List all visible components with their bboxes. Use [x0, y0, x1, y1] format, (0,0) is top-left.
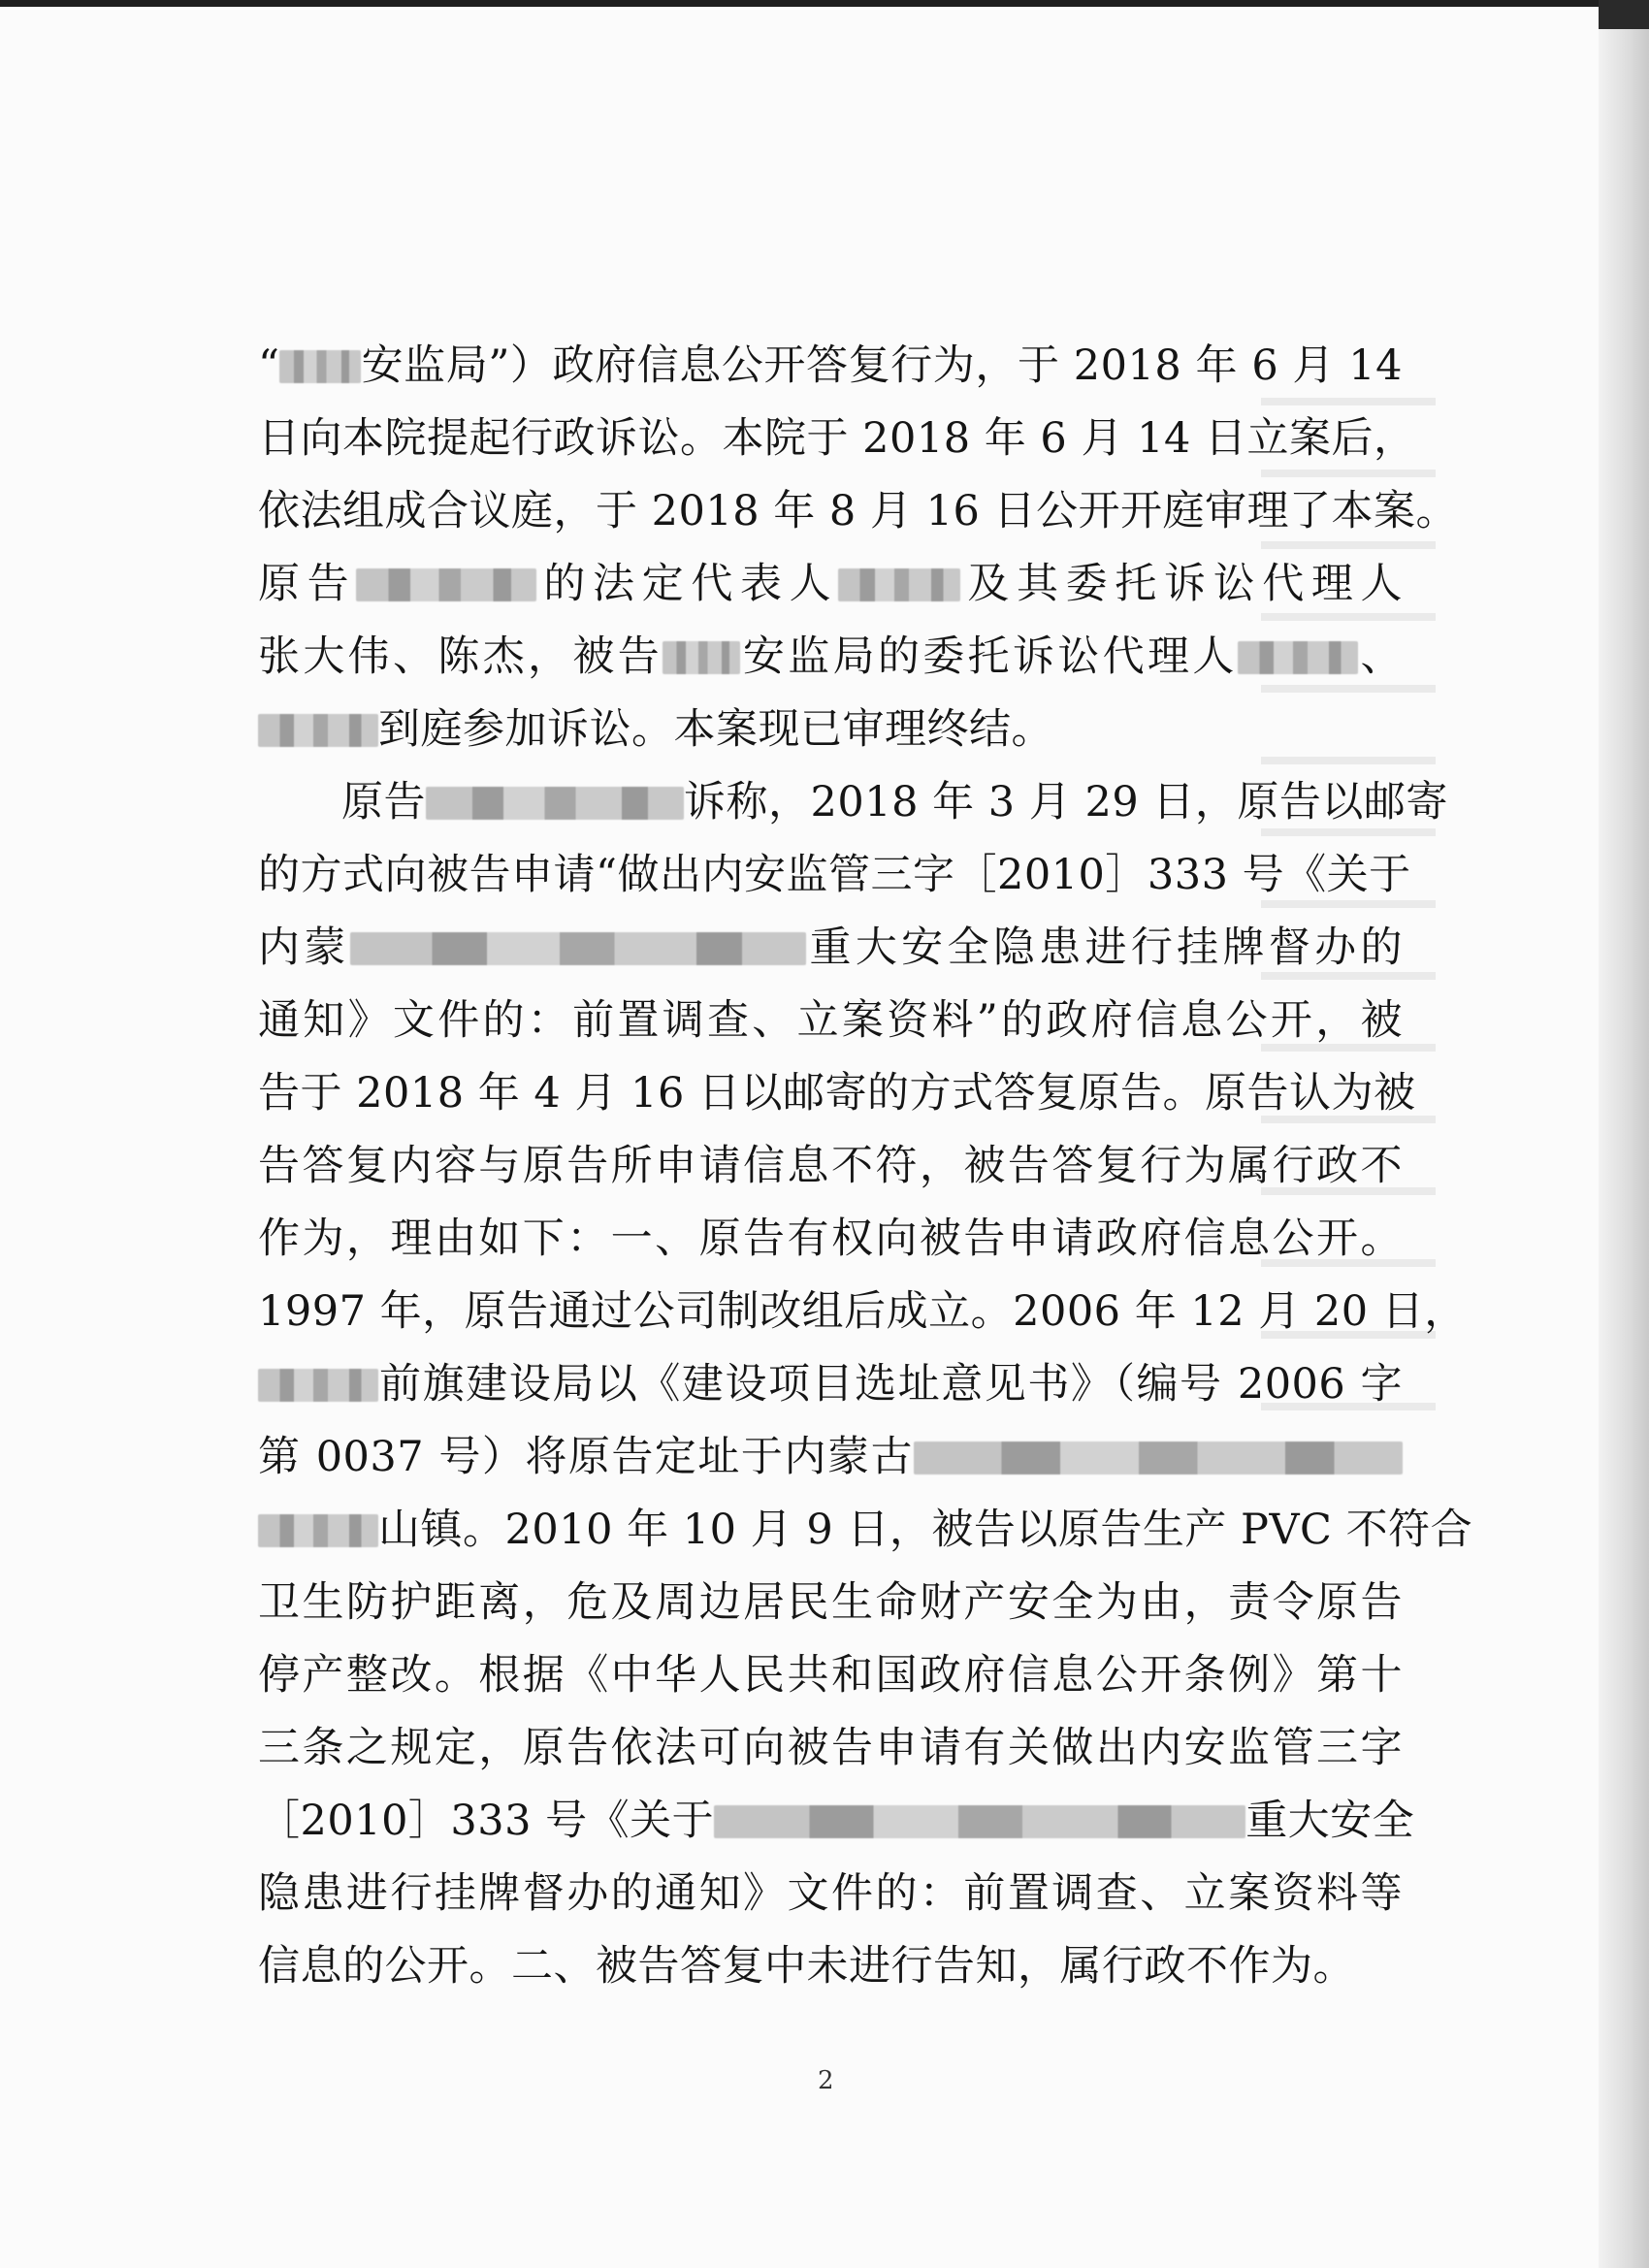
text-line: 告答复内容与原告所申请信息不符，被告答复行为属行政不 [258, 1142, 1403, 1190]
redaction-block [426, 787, 684, 820]
redaction-block [914, 1442, 1403, 1474]
text-line: 依法组成合议庭，于 2018 年 8 月 16 日公开开庭审理了本案。 [258, 487, 1459, 535]
redaction-block [258, 1514, 378, 1547]
redaction-block [838, 568, 960, 601]
text-line: 的方式向被告申请“做出内安监管三字［2010］333 号《关于 [258, 851, 1411, 899]
text-line: 作为，理由如下：一、原告有权向被告申请政府信息公开。 [258, 1215, 1403, 1263]
text-line: 告于 2018 年 4 月 16 日以邮寄的方式答复原告。原告认为被 [258, 1069, 1416, 1118]
text-line: 到庭参加诉讼。本案现已审理终结。 [258, 694, 1403, 766]
text-line: 前旗建设局以《建设项目选址意见书》（编号 2006 字 [258, 1348, 1403, 1421]
page-number: 2 [818, 2066, 834, 2095]
text-line: 张大伟、陈杰，被告 安监局的委托诉讼代理人 、 [258, 632, 1404, 681]
text-line: 1997 年，原告通过公司制改组后成立。2006 年 12 月 20 日， [258, 1287, 1467, 1336]
text-line: 原告 诉称，2018 年 3 月 29 日，原告以邮寄 [341, 778, 1448, 826]
text-line: 隐患进行挂牌督办的通知》文件的：前置调查、立案资料等 [258, 1869, 1403, 1918]
text-line: 通知》文件的：前置调查、立案资料”的政府信息公开，被 [258, 996, 1403, 1045]
redaction-block [356, 568, 536, 601]
scan-corner-shadow [1599, 0, 1649, 29]
redaction-block [663, 641, 740, 674]
scan-top-edge [0, 0, 1600, 7]
text-line: 停产整改。根据《中华人民共和国政府信息公开条例》第十 [258, 1651, 1403, 1700]
scan-right-edge [1599, 0, 1649, 2268]
text-line: 卫生防护距离，危及周边居民生命财产安全为由，责令原告 [258, 1578, 1403, 1627]
redaction-block [350, 932, 806, 965]
redaction-block [279, 350, 361, 383]
text-line: 山镇。2010 年 10 月 9 日，被告以原告生产 PVC 不符合 [258, 1494, 1403, 1567]
text-line: 内蒙 重大安全隐患进行挂牌督办的 [258, 923, 1404, 972]
document-body [258, 330, 1473, 2003]
text-line: 信息的公开。二、被告答复中未进行告知，属行政不作为。 [258, 1942, 1355, 1991]
text-line: 日向本院提起行政诉讼。本院于 2018 年 6 月 14 日立案后， [258, 414, 1416, 463]
redaction-block [258, 714, 378, 747]
redaction-block [1238, 641, 1358, 674]
redaction-block [714, 1805, 1245, 1838]
text-line: ［2010］333 号《关于 重大安全 [258, 1797, 1415, 1845]
text-line: 原告 的法定代表人 及其委托诉讼代理人 [258, 560, 1404, 608]
redaction-block [258, 1369, 378, 1402]
text-line: “ 安监局”）政府信息公开答复行为，于 2018 年 6 月 14 [258, 341, 1403, 390]
text-line: 三条之规定，原告依法可向被告申请有关做出内安监管三字 [258, 1724, 1403, 1772]
text-line: 第 0037 号）将原告定址于内蒙古 [258, 1421, 1403, 1494]
